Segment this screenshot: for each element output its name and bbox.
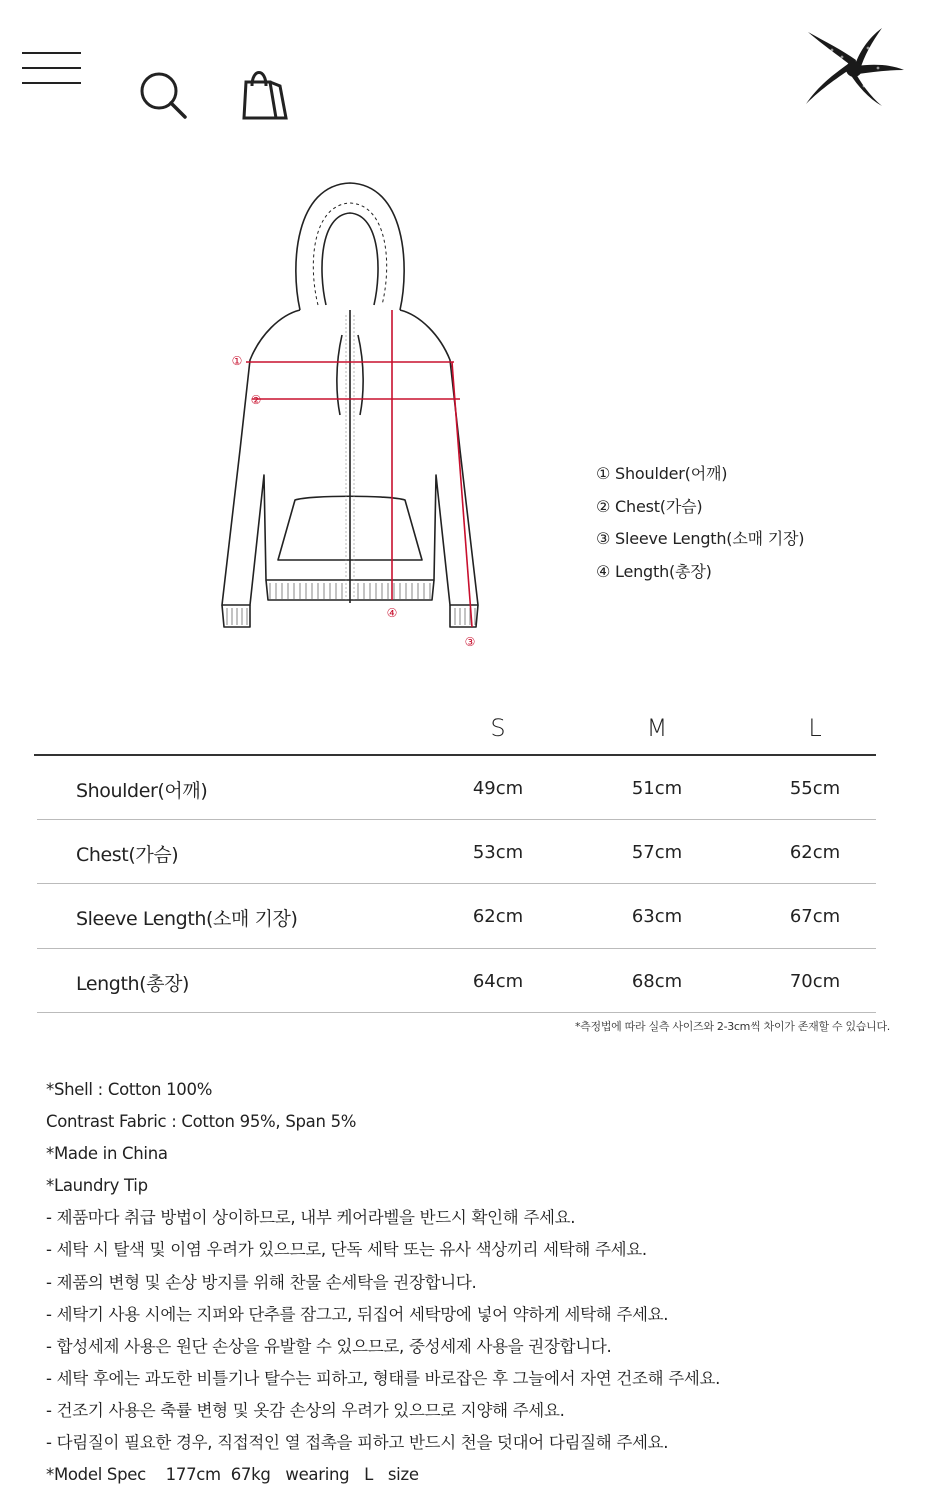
legend-chest: ② Chest(가슴) [596, 496, 703, 516]
row-label: Shoulder(어깨) [76, 780, 208, 802]
detail-line: - 제품마다 취급 방법이 상이하므로, 내부 케어라벨을 반드시 확인해 주세요. [46, 1208, 576, 1228]
legend-length: ④ Length(총장) [596, 561, 712, 581]
cell-value: 49cm [472, 778, 524, 799]
detail-line: - 합성세제 사용은 원단 손상을 유발할 수 있으므로, 중성세제 사용을 권장합니다. [46, 1336, 612, 1356]
cell-value: 62cm [789, 842, 841, 863]
cell-value: 57cm [631, 842, 683, 863]
cell-value: 53cm [472, 842, 524, 863]
cell-value: 51cm [631, 778, 683, 799]
cell-value: 55cm [789, 778, 841, 799]
table-row [37, 884, 876, 949]
marker-shoulder: ① [231, 354, 243, 368]
measurement-note: *측정법에 따라 실측 사이즈와 2-3cm씩 차이가 존재할 수 있습니다. [574, 1020, 890, 1033]
table-row [37, 949, 876, 1013]
size-header-l: L [808, 714, 822, 742]
row-label: Sleeve Length(소매 기장) [76, 908, 298, 930]
size-header-s: S [490, 714, 506, 742]
row-label: Length(총장) [76, 973, 190, 995]
table-row [37, 756, 876, 820]
marker-sleeve-length: ③ [464, 635, 476, 649]
cell-value: 63cm [631, 906, 683, 927]
cell-value: 62cm [472, 906, 524, 927]
detail-line: *Made in China [46, 1144, 168, 1164]
detail-line: - 세탁기 사용 시에는 지퍼와 단추를 잠그고, 뒤집어 세탁망에 넣어 약하게 세탁해 주세요. [46, 1304, 669, 1324]
legend-shoulder: ① Shoulder(어깨) [596, 464, 728, 483]
hoodie-measurement-diagram [200, 175, 500, 655]
product-details [46, 1076, 720, 1493]
detail-line: Contrast Fabric : Cotton 95%, Span 5% [46, 1112, 357, 1132]
detail-line: - 세탁 시 탈색 및 이염 우려가 있으므로, 단독 세탁 또는 유사 색상끼리 세탁해 주세요. [46, 1240, 647, 1260]
marker-chest: ② [250, 393, 262, 407]
size-table [34, 700, 876, 1013]
detail-line: *Shell : Cotton 100% [46, 1080, 213, 1099]
detail-line: *Laundry Tip [46, 1176, 148, 1196]
search-icon[interactable] [138, 70, 188, 120]
measurement-legend [596, 462, 804, 592]
cell-value: 70cm [789, 971, 841, 992]
detail-line: - 건조기 사용은 축률 변형 및 옷감 손상의 우려가 있으므로 지양해 주세요. [46, 1400, 565, 1420]
detail-line: *Model Spec 177cm 67kg wearing L size [46, 1465, 419, 1485]
legend-sleeve-length: ③ Sleeve Length(소매 기장) [596, 529, 805, 548]
cell-value: 67cm [789, 906, 841, 927]
shopping-bag-icon[interactable] [240, 66, 290, 120]
starfish-logo-icon[interactable] [802, 24, 906, 112]
hamburger-menu-icon[interactable] [22, 52, 82, 84]
marker-length: ④ [386, 606, 398, 620]
detail-line: - 세탁 후에는 과도한 비틀기나 탈수는 피하고, 형태를 바로잡은 후 그늘에서 자연 건조해 주세요. [46, 1368, 721, 1388]
detail-line: - 제품의 변형 및 손상 방지를 위해 찬물 손세탁을 권장합니다. [46, 1272, 477, 1292]
detail-line: - 다림질이 필요한 경우, 직접적인 열 접촉을 피하고 반드시 천을 덧대어 다림질해 주세요. [46, 1433, 669, 1453]
table-row [37, 820, 876, 884]
cell-value: 68cm [631, 971, 683, 992]
size-table-header [34, 700, 876, 756]
cell-value: 64cm [472, 971, 524, 992]
size-header-m: M [646, 714, 668, 742]
row-label: Chest(가슴) [76, 844, 179, 866]
